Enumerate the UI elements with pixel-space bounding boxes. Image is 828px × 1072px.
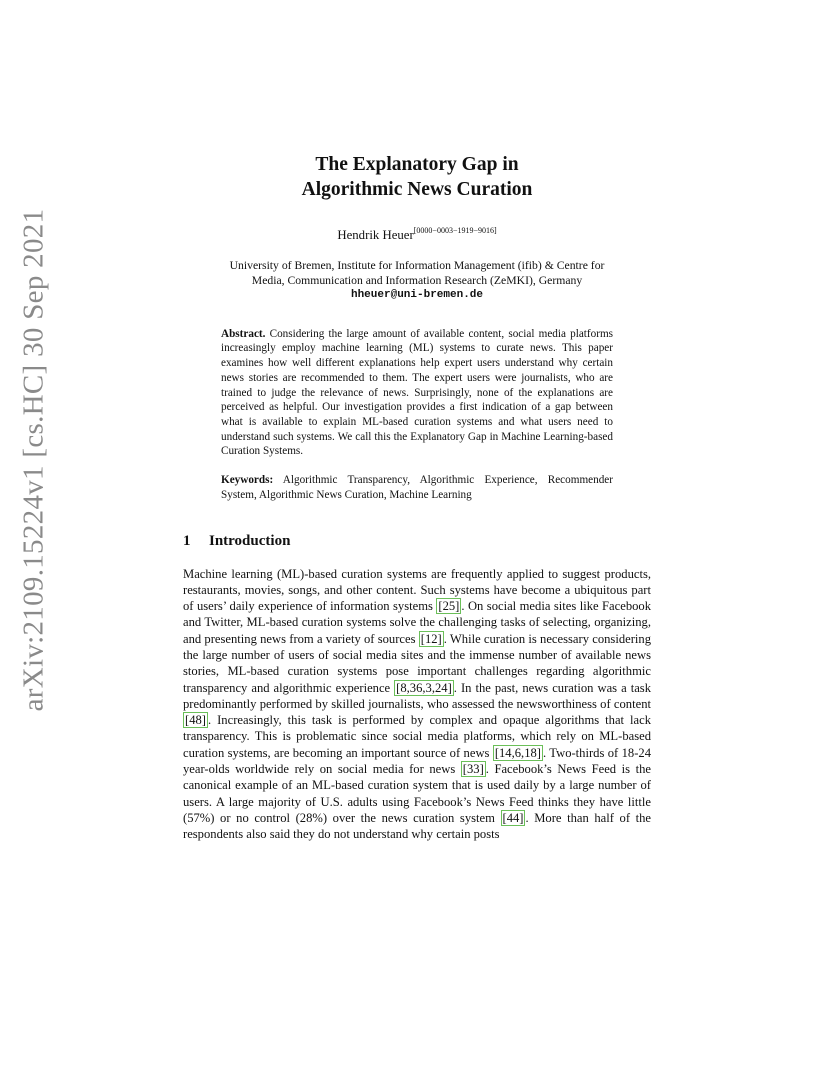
arxiv-identifier: arXiv:2109.15224v1 [cs.HC] 30 Sep 2021 [17,208,50,712]
body-text: . On social media sites like Facebook and Twitter, ML-based curation systems solve the challenging tasks of selecting, organizing, and presenting news from a variety of sources [183,599,652,646]
abstract-label: Abstract. [221,327,266,340]
abstract-text: Considering the large amount of available content, social media platforms increasingly employ machine learning (ML) systems to curate news. This paper examines how well different explanations help expert users understand why certain news stories are recommended to them. The expert users were journalists, who are trained to judge the relevance of news. Surprisingly, none of the explanations are perceived as helpful. Our investigation provides a first indication of a gap between what is available to explain ML-based curation systems and what users need to understand such systems. We call this the Explanatory Gap in Machine Learning-based Curation Systems. [221,327,613,458]
paper-page [183,152,651,843]
body-text: . In the past, news curation was a task predominantly performed by skilled journalists, who assessed the newsworthiness of content [183,680,651,711]
body-text: . Increasingly, this task is performed by complex and opaque algorithms that lack transparency. This is problematic since social media platforms, which rely on ML-based curation systems, are becoming an important source of news [183,713,651,760]
citation-link[interactable]: [12] [420,631,442,646]
author-name: Hendrik Heuer [337,228,414,242]
paper-title [183,152,651,202]
citation-link[interactable]: [8,36,3,24] [396,680,452,695]
affiliation [183,259,651,303]
citation-link[interactable]: [14,6,18] [494,745,541,760]
keywords-label: Keywords: [221,474,274,487]
title-line-2: Algorithmic News Curation [301,179,533,200]
section-title: Introduction [209,532,291,549]
keywords-text: Algorithmic Transparency, Algorithmic Experience, Recommender System, Algorithmic News Curation, Machine Learning [221,474,613,501]
body-text: . Facebook’s News Feed is the canonical example of an ML-based curation system that is used daily by a large number of users. A large majority of U.S. adults using Facebook’s News Feed thinks they have little (57%) or no control (28%) over the news curation system [183,762,651,825]
affiliation-line-2: Media, Communication and Information Research (ZeMKI), Germany [251,273,583,287]
title-line-1: The Explanatory Gap in [315,154,519,175]
section-heading [183,533,651,550]
citation-link[interactable]: [25] [438,599,460,614]
citation-link[interactable]: [48] [185,713,206,728]
section-number: 1 [183,532,191,549]
citation-link[interactable]: [44] [502,810,524,825]
orcid: [0000−0003−1919−9016] [413,226,497,235]
body-text: Machine learning (ML)-based curation systems are frequently applied to suggest products, restaurants, movies, songs, and other content. Such systems have become a ubiquitous part of users’ daily experience of information systems [183,566,651,614]
body-text: . While curation is necessary considering the large number of users of social media sites and the immense number of available news stories, ML-based curation systems pose important challenges regarding algorithmic transparency and algorithmic experience [183,631,651,695]
keywords [221,473,613,502]
body-text: . More than half of the respondents also said they do not understand why certain posts [183,810,651,842]
citation-link[interactable]: [33] [462,762,484,777]
author-line [183,226,651,243]
author-email[interactable]: hheuer@uni-bremen.de [350,289,484,302]
abstract [221,327,613,459]
introduction-paragraph [183,566,651,843]
body-text: . Two-thirds of 18-24 year-olds worldwide rely on social media for news [183,745,651,777]
affiliation-line-1: University of Bremen, Institute for Information Management (ifib) & Centre for [229,259,605,272]
